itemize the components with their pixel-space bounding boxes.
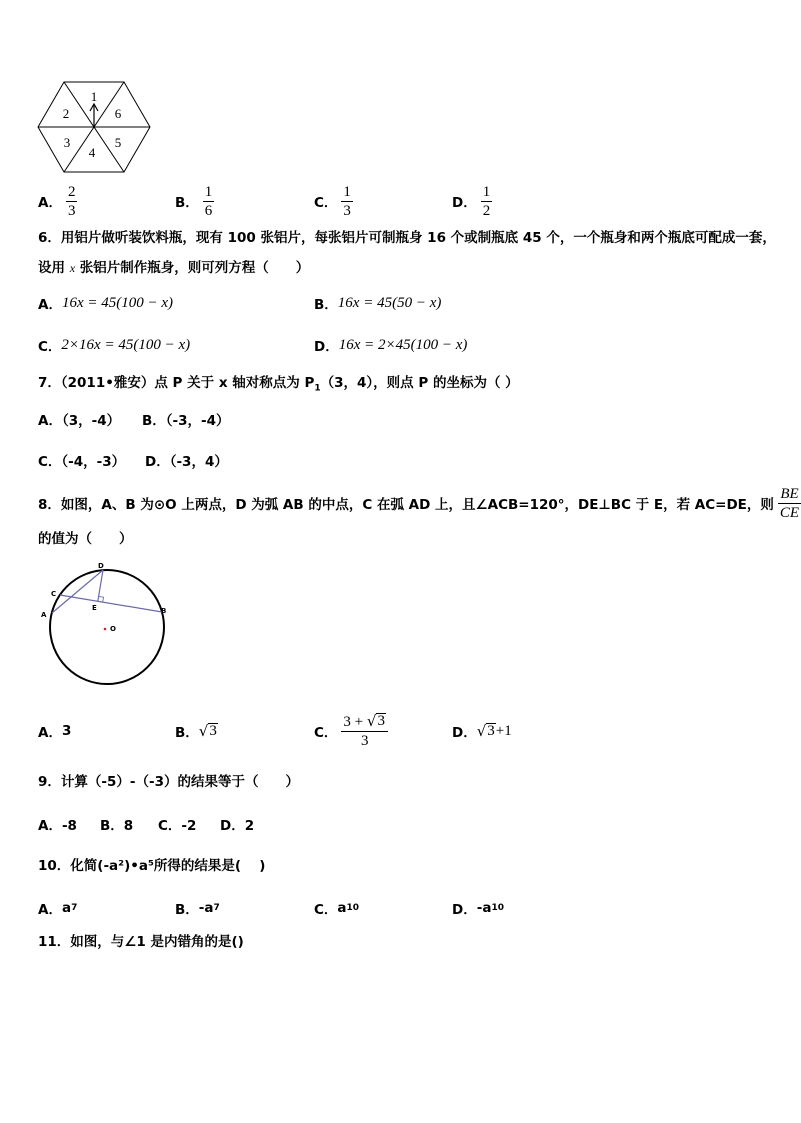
square-root [477, 723, 496, 739]
q8-option-d [452, 712, 512, 750]
radical-sign: √ [476, 722, 487, 740]
q10-option-c [314, 898, 359, 918]
chord-cb [60, 595, 162, 612]
q5-option-b [175, 182, 214, 220]
q6-line2-pre: 设用 [38, 260, 65, 276]
option-label: D． [452, 195, 477, 211]
numerator: BE [780, 485, 799, 502]
sector-label-lower-left: 3 [63, 135, 71, 150]
option-expression: 16x = 45(50 − x) [337, 294, 442, 311]
q6-text-line1: 6．用铝片做听装饮料瓶，现有 100 张铝片，每张铝片可制瓶身 16 个或制瓶底 45 个，一个瓶身和两个瓶底可配成一套， [38, 230, 776, 246]
spinner-figure [37, 79, 153, 175]
q8-text-line1 [38, 483, 800, 523]
q7-option-c: C．（-4，-3） [38, 454, 126, 470]
denominator: 6 [204, 202, 213, 219]
q6-line2-post: 张铝片制作瓶身，则可列方程（ ） [79, 260, 310, 276]
option-label: A． [38, 725, 62, 741]
option-label: B． [175, 725, 199, 741]
denominator: 3 [67, 202, 76, 219]
option-label: D． [452, 725, 477, 741]
option-label: B． [175, 195, 199, 211]
q8-ratio-fraction [778, 486, 801, 521]
q6-option-c [38, 335, 190, 355]
q7-option-b: B．（-3，-4） [142, 413, 230, 429]
sector-label-upper-left: 2 [62, 106, 70, 121]
numerator: 1 [204, 183, 213, 200]
option-suffix: +1 [495, 722, 512, 739]
q5-option-c [314, 182, 353, 220]
option-label: C． [314, 195, 338, 211]
q9-option-d: D．2 [220, 818, 255, 834]
numerator: 2 [67, 183, 76, 200]
option-label: C． [314, 725, 338, 741]
option-expression: 2×16x = 45(100 − x) [61, 336, 191, 353]
q7-subscript: 1 [314, 383, 321, 394]
q9-option-c: C．-2 [158, 818, 197, 834]
q8-line1-text: 8．如图，A、B 为⊙O 上两点，D 为弧 AB 的中点，C 在弧 AD 上，且∠ACB=120°，DE⊥BC 于 E，若 AC=DE，则 [38, 497, 774, 513]
fraction [341, 713, 388, 749]
denominator: 2 [482, 202, 491, 219]
q6-option-b [314, 293, 441, 313]
sector-label-upper-right: 6 [114, 106, 122, 121]
option-exponent: 7 [213, 903, 220, 913]
fraction [203, 184, 215, 219]
q7-text-post: （3，4），则点 P 的坐标为（ ） [320, 375, 519, 391]
denominator: CE [779, 504, 800, 521]
q9-option-b: B．8 [100, 818, 134, 834]
option-label: D． [452, 902, 477, 918]
option-label: D． [314, 339, 339, 355]
q7-text [38, 373, 519, 393]
option-value: 3 [61, 723, 72, 739]
option-base: -a [198, 900, 214, 916]
q6-option-a [38, 293, 173, 313]
q6-option-d [314, 335, 467, 355]
q9-option-a: A．-8 [38, 818, 77, 834]
q11-text: 11．如图，与∠1 是内错角的是() [38, 934, 244, 950]
q10-option-a [38, 898, 77, 918]
radicand: 3 [377, 713, 385, 729]
option-base: a [337, 900, 347, 916]
label-c: C [51, 590, 57, 598]
label-a: A [41, 611, 47, 619]
option-exponent: 7 [71, 903, 78, 913]
denominator: 3 [360, 733, 369, 749]
option-label: B． [314, 297, 338, 313]
numerator-prefix: 3 + [343, 714, 367, 730]
option-exponent: 10 [491, 903, 504, 913]
q10-text: 10．化简(-a²)•a⁵所得的结果是( ) [38, 858, 266, 874]
sector-label-bottom: 4 [88, 145, 96, 160]
option-label: C． [314, 902, 338, 918]
q5-option-a [38, 182, 77, 220]
label-d: D [98, 562, 104, 570]
option-label: A． [38, 902, 62, 918]
numerator: 1 [343, 183, 351, 200]
label-o: O [110, 625, 116, 633]
q8-text-line2: 的值为（ ） [38, 531, 133, 547]
option-base: a [61, 900, 72, 916]
radical-sign: √ [198, 722, 209, 740]
option-expression: 16x = 45(100 − x) [61, 294, 174, 311]
square-root [199, 723, 218, 739]
center-point [104, 628, 107, 631]
radicand: 3 [209, 723, 217, 739]
option-label: C． [38, 339, 62, 355]
q5-option-d [452, 182, 492, 220]
numerator: 1 [482, 183, 491, 200]
radical-sign: √ [366, 712, 377, 730]
option-expression: 16x = 2×45(100 − x) [338, 336, 468, 353]
q9-text: 9．计算（-5）-（-3）的结果等于（ ） [38, 774, 299, 790]
q7-text-pre: 7．（2011•雅安）点 P 关于 x 轴对称点为 P [38, 375, 315, 391]
circle-figure [38, 556, 178, 690]
option-base: -a [476, 900, 492, 916]
q7-option-a: A．（3，-4） [38, 413, 121, 429]
q7-option-d: D．（-3，4） [145, 454, 228, 470]
label-e: E [92, 604, 97, 612]
denominator: 3 [343, 202, 351, 219]
fraction [341, 184, 353, 219]
q10-option-b [175, 898, 220, 918]
option-exponent: 10 [346, 903, 360, 913]
q6-variable: x [69, 261, 76, 275]
q10-option-d [452, 898, 504, 918]
fraction [66, 184, 78, 219]
q8-option-b [175, 712, 218, 750]
option-label: B． [175, 902, 199, 918]
q8-option-a [38, 712, 71, 750]
circle-o [50, 570, 167, 684]
sector-label-lower-right: 5 [114, 135, 122, 150]
numerator [341, 713, 388, 732]
sector-label-top: 1 [90, 89, 98, 104]
radicand: 3 [487, 723, 495, 739]
q8-option-c [314, 710, 388, 752]
option-label: A． [38, 195, 62, 211]
fraction [481, 184, 493, 219]
q6-text-line2 [38, 258, 309, 278]
option-label: A． [38, 297, 62, 313]
label-b: B [161, 607, 167, 615]
